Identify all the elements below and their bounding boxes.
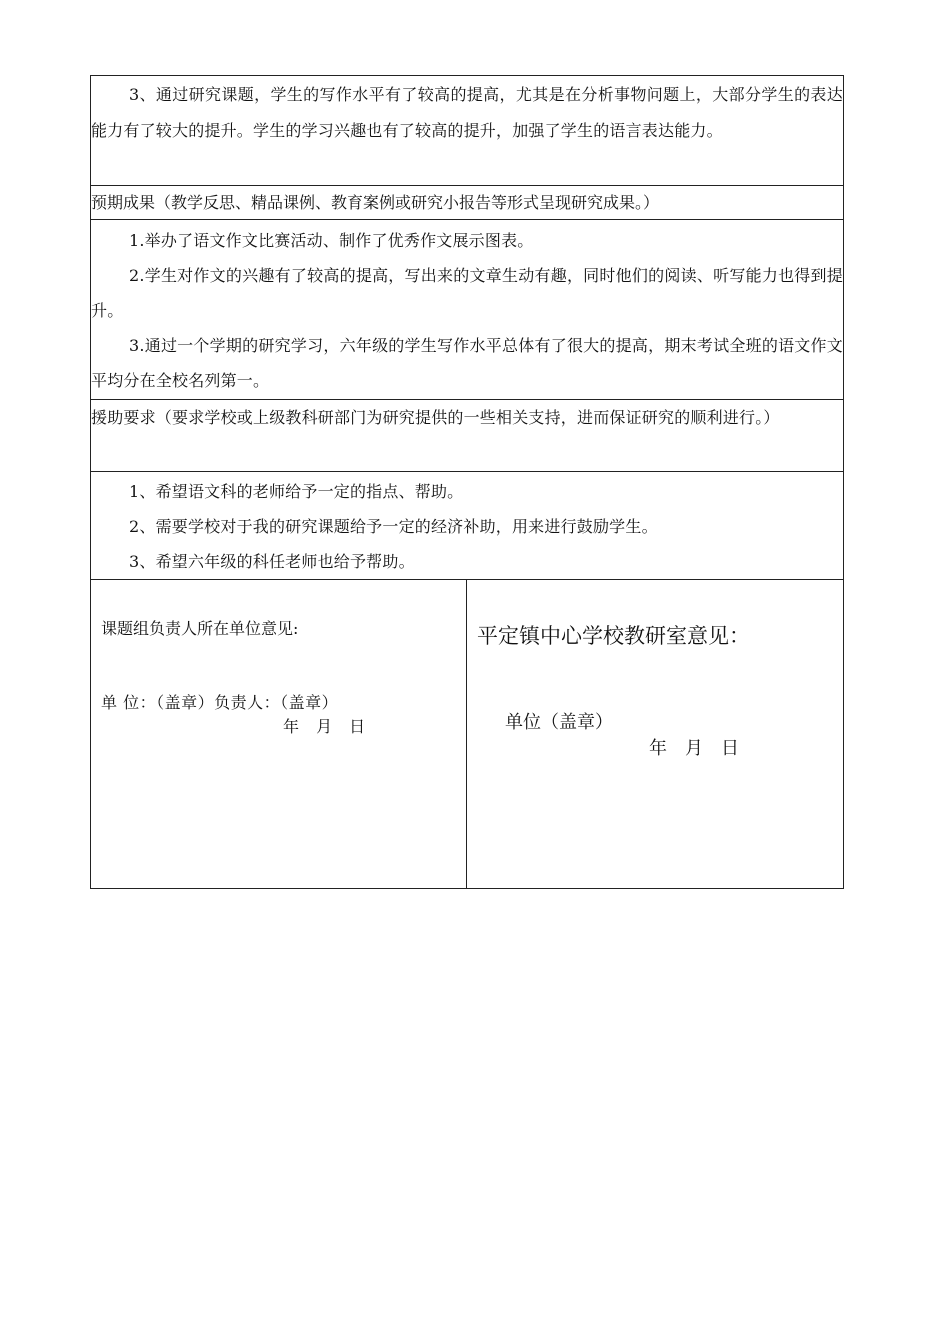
results-row	[90, 75, 844, 186]
support-request-row	[90, 472, 844, 580]
unit-opinion-title: 课题组负责人所在单位意见:	[101, 619, 299, 638]
research-office-date-line	[649, 734, 757, 760]
expected-item-2: 2.学生对作文的兴趣有了较高的提高，写出来的文章生动有趣，同时他们的阅读、听写能力也得到提升。	[91, 266, 843, 320]
support-request-label-row	[90, 400, 844, 472]
results-item-3: 3、通过研究课题，学生的写作水平有了较高的提高，尤其是在分析事物问题上，大部分学生的表达能力有了较大的提升。学生的学习兴趣也有了较高的提升，加强了学生的语言表达能力。	[91, 85, 843, 140]
research-office-opinion-cell	[467, 580, 843, 888]
support-request-label: 援助要求（要求学校或上级教科研部门为研究提供的一些相关支持，进而保证研究的顺利进行。）	[91, 408, 780, 427]
signature-row	[90, 580, 844, 889]
expected-results-label: 预期成果（教学反思、精品课例、教育案例或研究小报告等形式呈现研究成果。）	[91, 193, 660, 212]
research-office-seal-line: 单位（盖章）	[505, 712, 613, 733]
unit-date-line: 年 月 日	[283, 717, 372, 736]
expected-item-3: 3.通过一个学期的研究学习，六年级的学生写作水平总体有了很大的提高，期末考试全班的语文作文平均分在全校名列第一。	[91, 336, 843, 390]
expected-results-label-row	[90, 186, 844, 220]
unit-opinion-cell	[91, 580, 467, 888]
research-office-opinion-title: 平定镇中心学校教研室意见：	[477, 624, 750, 648]
support-item-2: 2、需要学校对于我的研究课题给予一定的经济补助，用来进行鼓励学生。	[129, 517, 658, 536]
expected-item-1: 1.举办了语文作文比赛活动、制作了优秀作文展示图表。	[129, 231, 534, 250]
support-item-3: 3、希望六年级的科任老师也给予帮助。	[129, 552, 415, 571]
date-month: 月	[685, 738, 703, 759]
support-item-1: 1、希望语文科的老师给予一定的指点、帮助。	[129, 482, 464, 501]
unit-seal-line: 单 位：（盖章）负责人：（盖章）	[101, 693, 339, 712]
date-year: 年	[649, 738, 667, 759]
expected-results-row	[90, 220, 844, 400]
research-form-table	[90, 75, 844, 889]
date-day: 日	[721, 738, 739, 759]
